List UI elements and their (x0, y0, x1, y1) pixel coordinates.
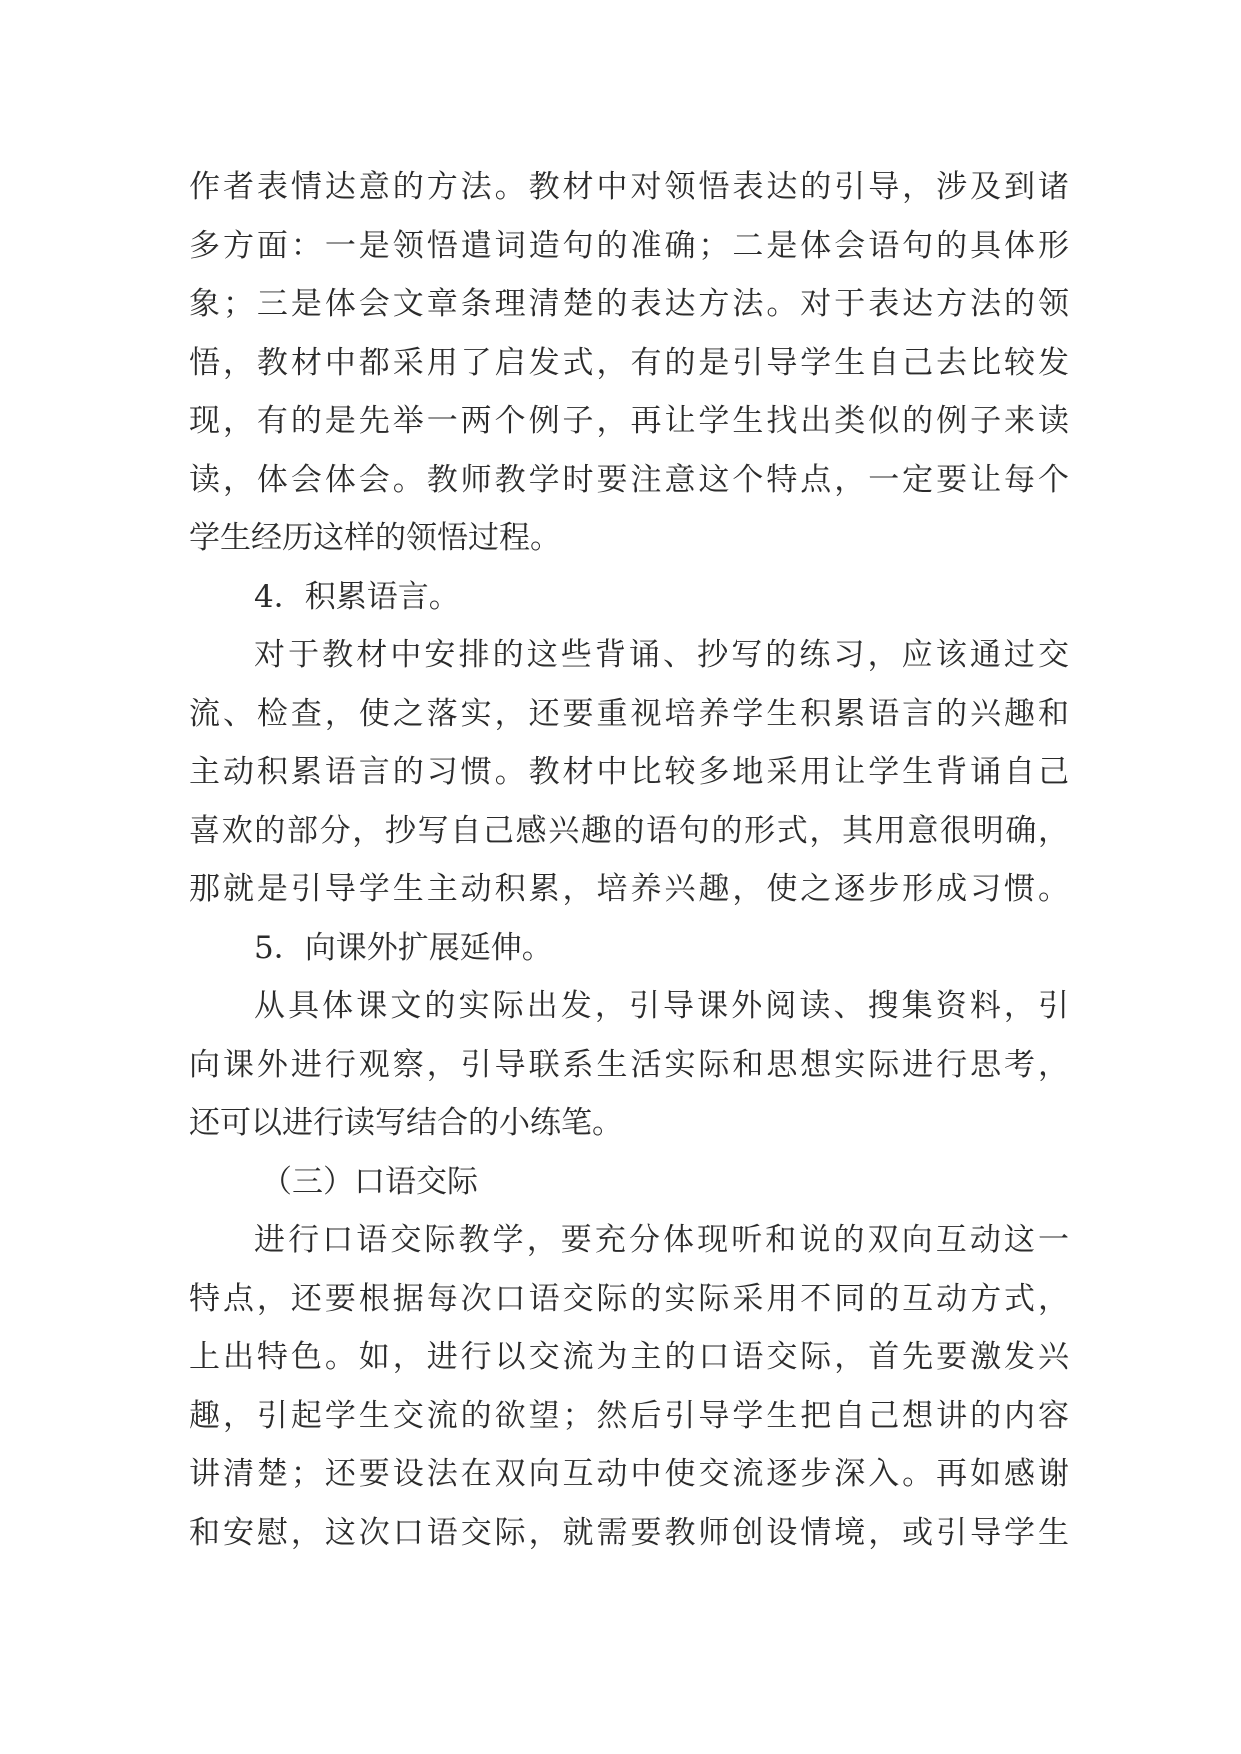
text-line: 学生经历这样的领悟过程。 (189, 520, 561, 556)
text-line: 喜欢的部分，抄写自己感兴趣的语句的形式，其用意很明确， (189, 812, 1069, 849)
text-line: 向课外进行观察，引导联系生活实际和思想实际进行思考， (189, 1046, 1069, 1083)
text-line: 上出特色。如，进行以交流为主的口语交际，首先要激发兴 (189, 1339, 1069, 1375)
section-heading: 4．积累语言。 (254, 578, 460, 615)
text-line: 读，体会体会。教师教学时要注意这个特点，一定要让每个 (189, 461, 1069, 498)
text-line: 还可以进行读写结合的小练笔。 (189, 1105, 623, 1141)
text-line: 现，有的是先举一两个例子，再让学生找出类似的例子来读 (189, 403, 1069, 439)
text-line: 悟，教材中都采用了启发式，有的是引导学生自己去比较发 (189, 344, 1069, 381)
section-heading: （三）口语交际 (261, 1163, 478, 1200)
text-line: 进行口语交际教学，要充分体现听和说的双向互动这一 (254, 1222, 1069, 1258)
text-line: 趣，引起学生交流的欲望；然后引导学生把自己想讲的内容 (189, 1397, 1069, 1434)
text-line: 作者表情达意的方法。教材中对领悟表达的引导，涉及到诸 (189, 169, 1069, 205)
text-line: 讲清楚；还要设法在双向互动中使交流逐步深入。再如感谢 (189, 1456, 1069, 1492)
text-line: 多方面：一是领悟遣词造句的准确；二是体会语句的具体形 (189, 227, 1069, 264)
text-line: 流、检查，使之落实，还要重视培养学生积累语言的兴趣和 (189, 695, 1069, 732)
text-line: 和安慰，这次口语交际，就需要教师创设情境，或引导学生 (189, 1514, 1069, 1551)
body-text (189, 158, 1069, 1562)
text-line: 主动积累语言的习惯。教材中比较多地采用让学生背诵自己 (189, 754, 1069, 790)
section-heading: 5．向课外扩展延伸。 (254, 929, 553, 966)
text-line: 那就是引导学生主动积累，培养兴趣，使之逐步形成习惯。 (189, 871, 1069, 907)
text-line: 象；三是体会文章条理清楚的表达方法。对于表达方法的领 (189, 286, 1069, 322)
text-line: 从具体课文的实际出发，引导课外阅读、搜集资料，引 (254, 988, 1069, 1024)
text-line: 特点，还要根据每次口语交际的实际采用不同的互动方式， (189, 1280, 1069, 1317)
text-line: 对于教材中安排的这些背诵、抄写的练习，应该通过交 (254, 637, 1069, 673)
